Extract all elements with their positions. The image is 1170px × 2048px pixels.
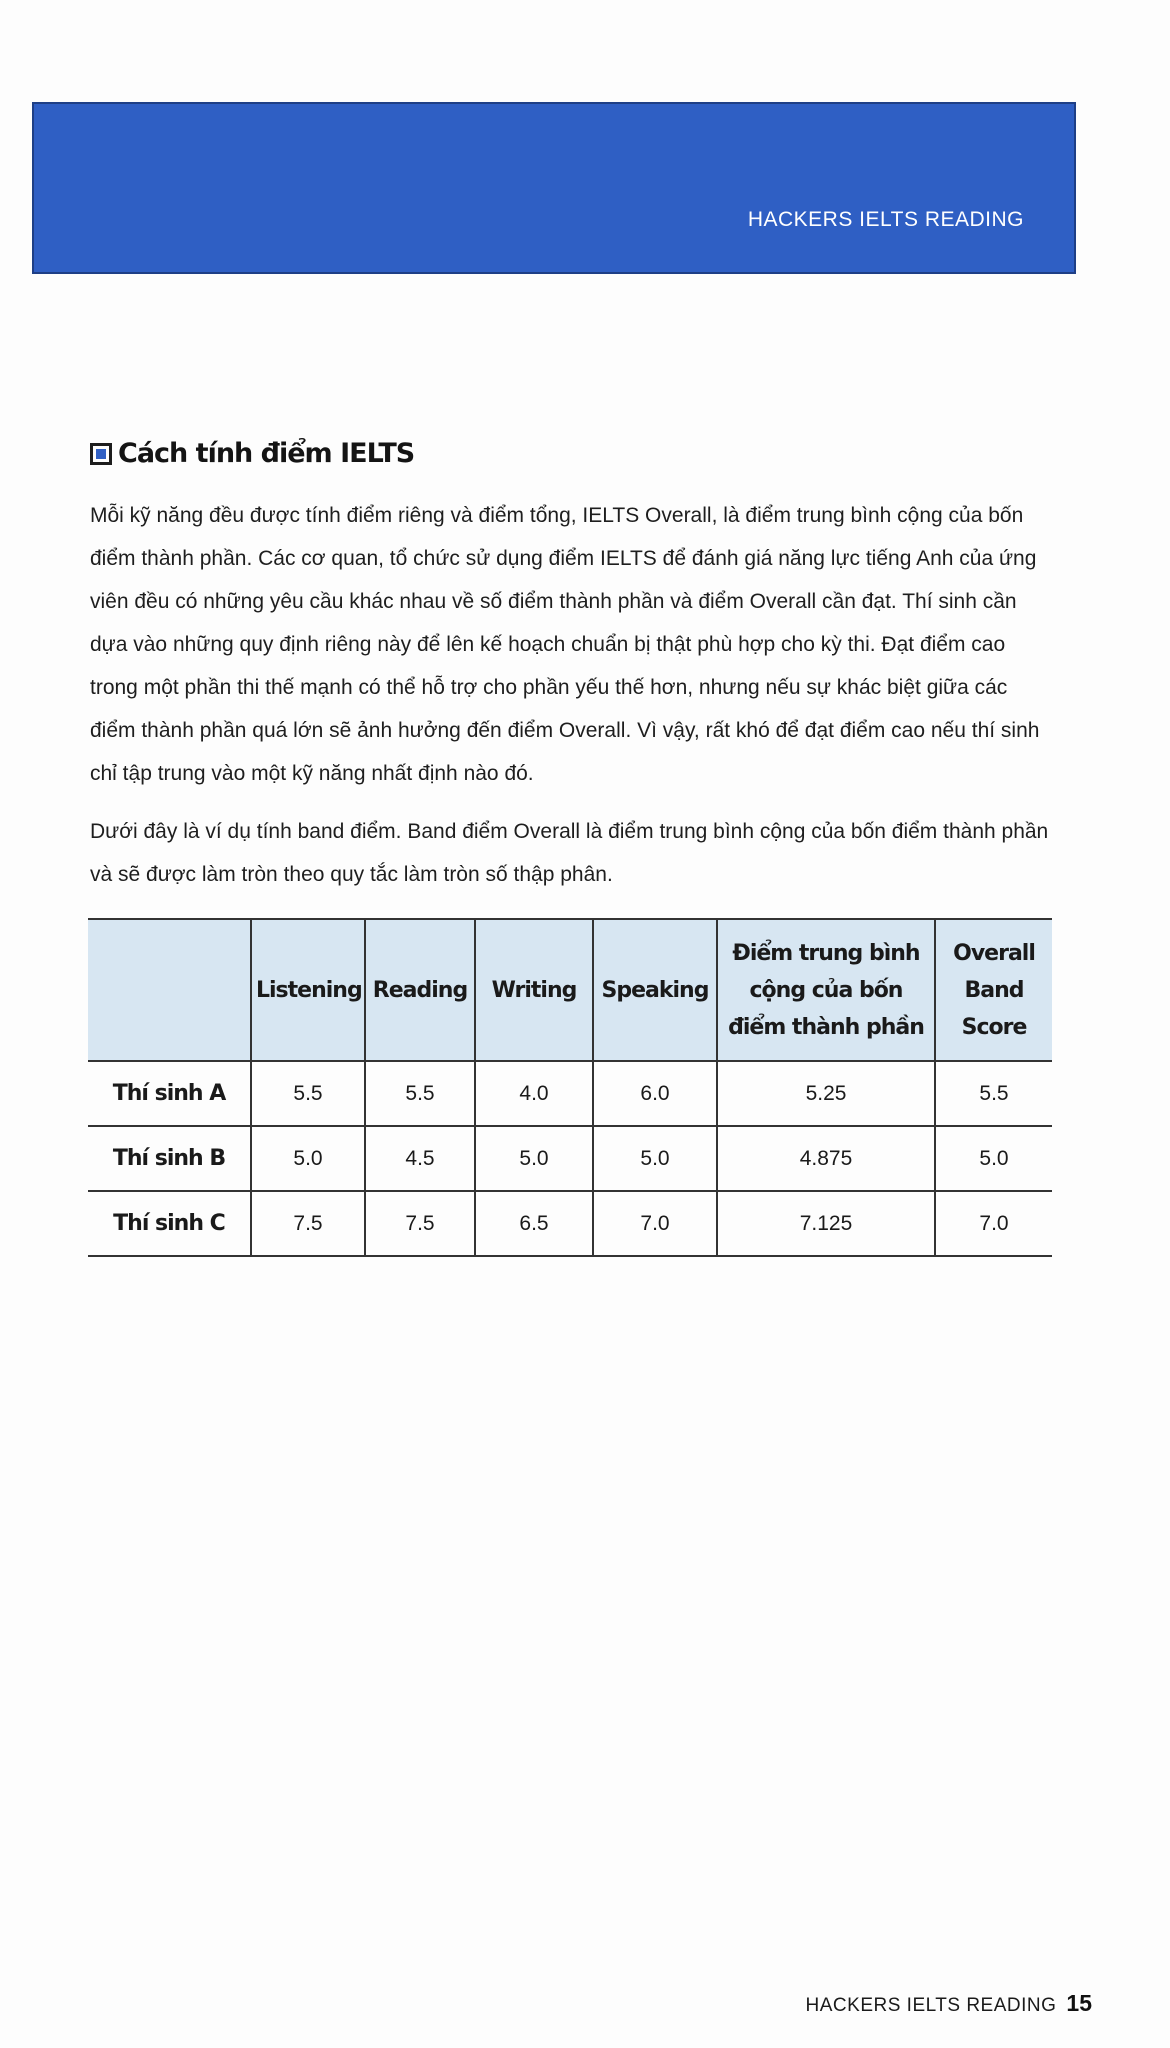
table-row [88, 1061, 1052, 1126]
table-cell: 6.0 [593, 1061, 717, 1126]
table-header-cell: Điểm trung bình cộng của bốn điểm thành phần [717, 919, 935, 1061]
table-cell: 7.125 [717, 1191, 935, 1256]
table-cell: 5.0 [251, 1126, 365, 1191]
table-header-cell [88, 919, 251, 1061]
section-heading [90, 438, 414, 469]
example-paragraph: Dưới đây là ví dụ tính band điểm. Band điểm Overall là điểm trung bình cộng của bốn điểm thành phần và sẽ được làm tròn theo quy tắc làm tròn số thập phân. [90, 820, 1049, 886]
header-banner [32, 102, 1076, 274]
table-header-cell: Listening [251, 919, 365, 1061]
footer-title: HACKERS IELTS READING [805, 1995, 1057, 2016]
table-header-cell: Reading [365, 919, 475, 1061]
table-cell: 5.0 [475, 1126, 593, 1191]
table-header-row [88, 919, 1052, 1061]
table-cell: 5.5 [251, 1061, 365, 1126]
table-cell: 5.5 [935, 1061, 1052, 1126]
table-cell: 7.0 [935, 1191, 1052, 1256]
table-cell: 6.5 [475, 1191, 593, 1256]
intro-paragraph: Mỗi kỹ năng đều được tính điểm riêng và điểm tổng, IELTS Overall, là điểm trung bình cộng của bốn điểm thành phần. Các cơ quan, tổ chức sử dụng điểm IELTS để đánh giá năng lực tiếng Anh của ứng viên đều có những yêu cầu khác nhau về số điểm thành phần và điểm Overall cần đạt. Thí sinh cần dựa vào những quy định riêng này để lên kế hoạch chuẩn bị thật phù hợp cho kỳ thi. Đạt điểm cao trong một phần thi thế mạnh có thể hỗ trợ cho phần yếu thế hơn, nhưng nếu sự khác biệt giữa các điểm thành phần quá lớn sẽ ảnh hưởng đến điểm Overall. Vì vậy, rất khó để đạt điểm cao nếu thí sinh chỉ tập trung vào một kỹ năng nhất định nào đó. [90, 504, 1040, 785]
table-cell: 5.0 [593, 1126, 717, 1191]
table-cell: 7.5 [251, 1191, 365, 1256]
square-bullet-icon [90, 443, 112, 465]
page-number: 15 [1066, 1990, 1092, 2016]
row-label: Thí sinh C [88, 1191, 251, 1256]
row-label: Thí sinh A [88, 1061, 251, 1126]
page-footer [806, 1990, 1092, 2017]
table-cell: 5.25 [717, 1061, 935, 1126]
row-label: Thí sinh B [88, 1126, 251, 1191]
table-cell: 7.0 [593, 1191, 717, 1256]
table-row [88, 1126, 1052, 1191]
table-header-cell: Overall Band Score [935, 919, 1052, 1061]
table-cell: 7.5 [365, 1191, 475, 1256]
header-title: HACKERS IELTS READING [747, 208, 1024, 231]
table-cell: 4.875 [717, 1126, 935, 1191]
table-cell: 5.0 [935, 1126, 1052, 1191]
band-score-table [88, 918, 1052, 1257]
table-cell: 5.5 [365, 1061, 475, 1126]
table-cell: 4.5 [365, 1126, 475, 1191]
table-row [88, 1191, 1052, 1256]
table-header-cell: Speaking [593, 919, 717, 1061]
section-heading-text: Cách tính điểm IELTS [118, 438, 415, 469]
table-cell: 4.0 [475, 1061, 593, 1126]
table-header-cell: Writing [475, 919, 593, 1061]
